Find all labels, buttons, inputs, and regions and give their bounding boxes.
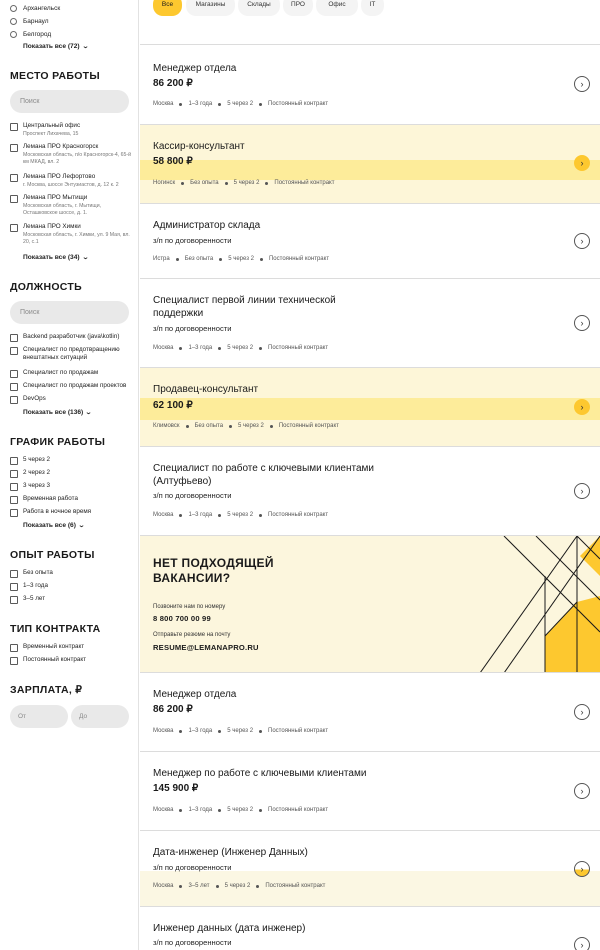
option-label: Лемана ПРО Мытищи xyxy=(23,194,88,201)
vacancy-meta xyxy=(153,101,328,107)
checkbox-icon xyxy=(10,470,18,478)
promo-title: НЕТ ПОДХОДЯЩЕЙ ВАКАНСИИ? xyxy=(153,556,274,585)
option-label: 3 через 3 xyxy=(23,482,51,489)
checkbox-icon xyxy=(10,496,18,504)
workplace-show-all-button[interactable] xyxy=(23,254,88,261)
vacancy-salary: з/п по договоренности xyxy=(153,863,232,872)
vacancy-meta xyxy=(153,180,335,186)
option-label: Работа в ночное время xyxy=(23,508,92,515)
position-option[interactable] xyxy=(10,395,135,404)
vacancy-salary: 86 200 ₽ xyxy=(153,704,193,715)
position-option[interactable] xyxy=(10,369,135,378)
schedule-option[interactable] xyxy=(10,482,135,491)
contract-option[interactable] xyxy=(10,643,135,652)
meta-experience: 1–3 года xyxy=(188,728,213,734)
vacancy-card[interactable] xyxy=(140,831,600,907)
checkbox-icon xyxy=(10,396,18,404)
option-label: 1–3 года xyxy=(23,582,48,589)
meta-contract: Постоянный контракт xyxy=(268,345,329,351)
meta-experience: 3–5 лет xyxy=(188,883,210,889)
vacancy-salary: з/п по договоренности xyxy=(153,236,232,245)
meta-city: Москва xyxy=(153,512,174,518)
no-vacancy-promo xyxy=(140,536,600,673)
option-label: 2 через 2 xyxy=(23,469,51,476)
vacancy-salary: 62 100 ₽ xyxy=(153,400,193,411)
position-title: ДОЛЖНОСТЬ xyxy=(10,281,82,293)
checkbox-icon xyxy=(10,224,18,232)
option-label: Лемана ПРО Лефортово xyxy=(23,173,96,180)
checkbox-icon xyxy=(10,123,18,131)
chevron-right-icon[interactable]: › xyxy=(574,76,590,92)
radio-icon xyxy=(10,31,17,38)
radio-icon xyxy=(10,18,17,25)
option-label: Временная работа xyxy=(23,495,78,502)
meta-city: Москва xyxy=(153,807,174,813)
schedule-option[interactable] xyxy=(10,469,135,478)
show-all-label: Показать все (72) xyxy=(23,43,80,50)
workplace-search-input[interactable]: Поиск xyxy=(10,90,129,113)
option-label: Лемана ПРО Химки xyxy=(23,223,81,230)
schedule-option[interactable] xyxy=(10,508,135,517)
meta-contract: Постоянный контракт xyxy=(274,180,335,186)
meta-experience: Без опыта xyxy=(190,180,219,186)
meta-experience: 1–3 года xyxy=(188,345,213,351)
chevron-down-icon: ⌄ xyxy=(85,410,93,416)
city-option[interactable] xyxy=(10,2,60,14)
experience-option[interactable] xyxy=(10,595,135,604)
contract-option[interactable] xyxy=(10,656,135,665)
vacancy-salary: 145 900 ₽ xyxy=(153,783,199,794)
checkbox-icon xyxy=(10,383,18,391)
chevron-right-icon[interactable]: › xyxy=(574,861,590,877)
vacancy-meta xyxy=(153,345,328,351)
option-label: Специалист по продажам проектов xyxy=(23,382,127,389)
vacancy-card[interactable] xyxy=(140,907,600,950)
vacancy-card[interactable] xyxy=(140,752,600,831)
vacancy-salary: з/п по договоренности xyxy=(153,324,232,333)
workplace-option[interactable] xyxy=(10,122,135,138)
vacancy-title: Инженер данных (дата инженер) xyxy=(153,923,306,934)
meta-contract: Постоянный контракт xyxy=(268,728,329,734)
chevron-right-icon[interactable]: › xyxy=(574,399,590,415)
vacancy-meta xyxy=(153,728,328,734)
meta-city: Москва xyxy=(153,883,174,889)
schedule-option[interactable] xyxy=(10,456,135,465)
chevron-right-icon[interactable]: › xyxy=(574,233,590,249)
checkbox-icon xyxy=(10,596,18,604)
checkbox-icon xyxy=(10,570,18,578)
vacancy-title: Менеджер отдела xyxy=(153,63,237,74)
checkbox-icon xyxy=(10,509,18,517)
schedule-option[interactable] xyxy=(10,495,135,504)
vacancy-card[interactable] xyxy=(140,125,600,204)
city-label: Архангельск xyxy=(23,4,61,12)
checkbox-icon xyxy=(10,334,18,342)
chevron-down-icon: ⌄ xyxy=(81,255,89,261)
meta-experience: Без опыта xyxy=(184,256,214,262)
vacancy-list xyxy=(140,0,600,950)
chevron-right-icon[interactable]: › xyxy=(574,315,590,331)
meta-contract: Постоянный контракт xyxy=(268,101,329,107)
option-label: Специалист по предотвращению внештатных ситуаций xyxy=(23,346,120,361)
meta-schedule: 5 через 2 xyxy=(227,728,254,734)
meta-experience: 1–3 года xyxy=(188,101,213,107)
chevron-right-icon[interactable]: › xyxy=(574,155,590,171)
meta-schedule: 5 через 2 xyxy=(238,423,264,429)
vacancy-card[interactable] xyxy=(140,279,600,368)
vacancy-card[interactable] xyxy=(140,447,600,536)
chevron-right-icon[interactable]: › xyxy=(574,937,590,950)
option-address: Проспект Лихачева, 15 xyxy=(23,131,79,137)
option-address: Московская область, г. Мытищи, Осташковское шоссе, д. 1. xyxy=(23,203,102,216)
workplace-option[interactable] xyxy=(10,223,135,245)
meta-schedule: 5 через 2 xyxy=(233,180,260,186)
workplace-option[interactable] xyxy=(10,143,135,165)
vacancy-salary: з/п по договоренности xyxy=(153,491,232,500)
option-label: 3–5 лет xyxy=(23,595,46,602)
chevron-down-icon: ⌄ xyxy=(77,523,85,529)
tab-it[interactable]: IT xyxy=(361,0,384,16)
checkbox-icon xyxy=(10,644,18,652)
option-address: Московская область, г. Химки, ул. 9 Мая, вл. 20, с.1 xyxy=(23,232,130,245)
chevron-right-icon[interactable]: › xyxy=(574,783,590,799)
meta-city: Ногинск xyxy=(153,180,176,186)
tab-stores[interactable]: Магазины xyxy=(186,0,235,16)
vacancy-meta xyxy=(153,807,328,813)
meta-city: Москва xyxy=(153,728,174,734)
vacancy-title: Администратор склада xyxy=(153,220,261,231)
vacancy-title: Специалист по работе с ключевыми клиентами (Алтуфьево) xyxy=(153,463,374,487)
position-show-all-button[interactable] xyxy=(23,409,91,416)
meta-city: Истра xyxy=(153,256,170,262)
vacancy-title: Продавец-консультант xyxy=(153,384,259,395)
show-all-label: Показать все (6) xyxy=(23,522,76,529)
vacancy-card[interactable] xyxy=(140,204,600,279)
option-label: Лемана ПРО Красногорск xyxy=(23,143,99,150)
vacancy-meta xyxy=(153,512,328,518)
radio-icon xyxy=(10,5,17,12)
workplace-option[interactable] xyxy=(10,194,135,216)
schedule-show-all-button[interactable] xyxy=(23,522,84,529)
tab-warehouses[interactable]: Склады xyxy=(238,0,280,16)
option-label: Без опыта xyxy=(23,569,53,576)
option-label: 5 через 2 xyxy=(23,456,51,463)
option-label: DevOps xyxy=(23,395,46,402)
tab-all[interactable]: Все xyxy=(153,0,182,16)
vacancy-title: Менеджер по работе с ключевыми клиентами xyxy=(153,768,367,779)
checkbox-icon xyxy=(10,583,18,591)
workplace-option[interactable] xyxy=(10,173,135,189)
position-option[interactable] xyxy=(10,346,135,362)
meta-city: Климовск xyxy=(153,423,180,429)
meta-experience: 1–3 года xyxy=(188,807,213,813)
vacancy-title: Кассир-консультант xyxy=(153,141,245,152)
option-label: Backend разработчик (java\kotlin) xyxy=(23,333,120,340)
option-address: г. Москва, шоссе Энтузиастов, д. 12 к. 2 xyxy=(23,182,119,188)
checkbox-icon xyxy=(10,174,18,182)
checkbox-icon xyxy=(10,195,18,203)
checkbox-icon xyxy=(10,457,18,465)
salary-title: ЗАРПЛАТА, ₽ xyxy=(10,684,83,696)
chevron-right-icon[interactable]: › xyxy=(574,704,590,720)
vacancy-salary: з/п по договоренности xyxy=(153,938,232,947)
meta-schedule: 5 через 2 xyxy=(228,256,254,262)
checkbox-icon xyxy=(10,483,18,491)
experience-option[interactable] xyxy=(10,582,135,591)
vacancy-title: Менеджер отдела xyxy=(153,689,237,700)
city-option[interactable] xyxy=(10,28,51,40)
meta-city: Москва xyxy=(153,101,174,107)
checkbox-icon xyxy=(10,347,18,355)
vacancy-salary: 86 200 ₽ xyxy=(153,78,193,89)
checkbox-icon xyxy=(10,657,18,665)
contract-title: ТИП КОНТРАКТА xyxy=(10,623,101,635)
schedule-title: ГРАФИК РАБОТЫ xyxy=(10,436,106,448)
meta-contract: Постоянный контракт xyxy=(268,256,330,262)
meta-contract: Постоянный контракт xyxy=(265,883,326,889)
checkbox-icon xyxy=(10,144,18,152)
experience-title: ОПЫТ РАБОТЫ xyxy=(10,549,95,561)
meta-contract: Постоянный контракт xyxy=(268,512,329,518)
meta-experience: Без опыта xyxy=(194,423,224,429)
option-label: Временный контракт xyxy=(23,643,85,650)
cities-show-all-button[interactable] xyxy=(23,43,88,50)
meta-contract: Постоянный контракт xyxy=(268,807,329,813)
meta-schedule: 5 через 2 xyxy=(227,807,254,813)
show-all-label: Показать все (34) xyxy=(23,254,80,261)
vacancy-card[interactable] xyxy=(140,368,600,447)
meta-schedule: 5 через 2 xyxy=(227,512,254,518)
promo-email-link[interactable]: RESUME@LEMANAPRO.RU xyxy=(153,643,259,652)
option-address: Московская область, п/о Красногорск-4, 65-й км МКАД, вл. 2 xyxy=(23,152,131,165)
vacancy-card[interactable] xyxy=(140,673,600,752)
vacancy-title: Дата-инженер (Инженер Данных) xyxy=(153,847,308,858)
salary-from-input[interactable]: От xyxy=(10,705,68,728)
position-option[interactable] xyxy=(10,333,135,342)
highlight-band xyxy=(140,398,600,420)
vacancy-card[interactable] xyxy=(140,45,600,125)
filters-sidebar xyxy=(0,0,139,950)
experience-option[interactable] xyxy=(10,569,135,578)
vacancy-meta xyxy=(153,256,329,262)
chevron-down-icon: ⌄ xyxy=(81,44,89,50)
meta-schedule: 5 через 2 xyxy=(224,883,251,889)
meta-schedule: 5 через 2 xyxy=(227,101,254,107)
workplace-title: МЕСТО РАБОТЫ xyxy=(10,70,100,82)
promo-email-label: Отправьте резюме на почту xyxy=(153,632,231,638)
position-option[interactable] xyxy=(10,382,135,391)
tab-office[interactable]: Офис xyxy=(316,0,358,16)
meta-contract: Постоянный контракт xyxy=(278,423,339,429)
chevron-right-icon[interactable]: › xyxy=(574,483,590,499)
meta-schedule: 5 через 2 xyxy=(227,345,254,351)
city-label: Белгород xyxy=(23,30,52,38)
vacancy-meta xyxy=(153,423,339,429)
vacancy-meta xyxy=(153,883,325,889)
promo-phone-link[interactable]: 8 800 700 00 99 xyxy=(153,614,211,623)
tab-pro[interactable]: ПРО xyxy=(283,0,313,16)
salary-to-input[interactable]: До xyxy=(71,705,129,728)
hover-band xyxy=(140,871,600,907)
vacancy-salary: 58 800 ₽ xyxy=(153,156,193,167)
promo-call-label: Позвоните нам по номеру xyxy=(153,604,226,610)
option-label: Специалист по продажам xyxy=(23,369,99,376)
show-all-label: Показать все (136) xyxy=(23,409,84,416)
highlight-band xyxy=(140,160,600,180)
city-label: Барнаул xyxy=(23,17,49,25)
meta-city: Москва xyxy=(153,345,174,351)
city-option[interactable] xyxy=(10,15,49,27)
option-label: Центральный офис xyxy=(23,122,81,129)
checkbox-icon xyxy=(10,370,18,378)
vacancy-title: Специалист первой линии технической поддержки xyxy=(153,295,336,319)
position-search-input[interactable]: Поиск xyxy=(10,301,129,324)
meta-experience: 1–3 года xyxy=(188,512,213,518)
option-label: Постоянный контракт xyxy=(23,656,87,663)
